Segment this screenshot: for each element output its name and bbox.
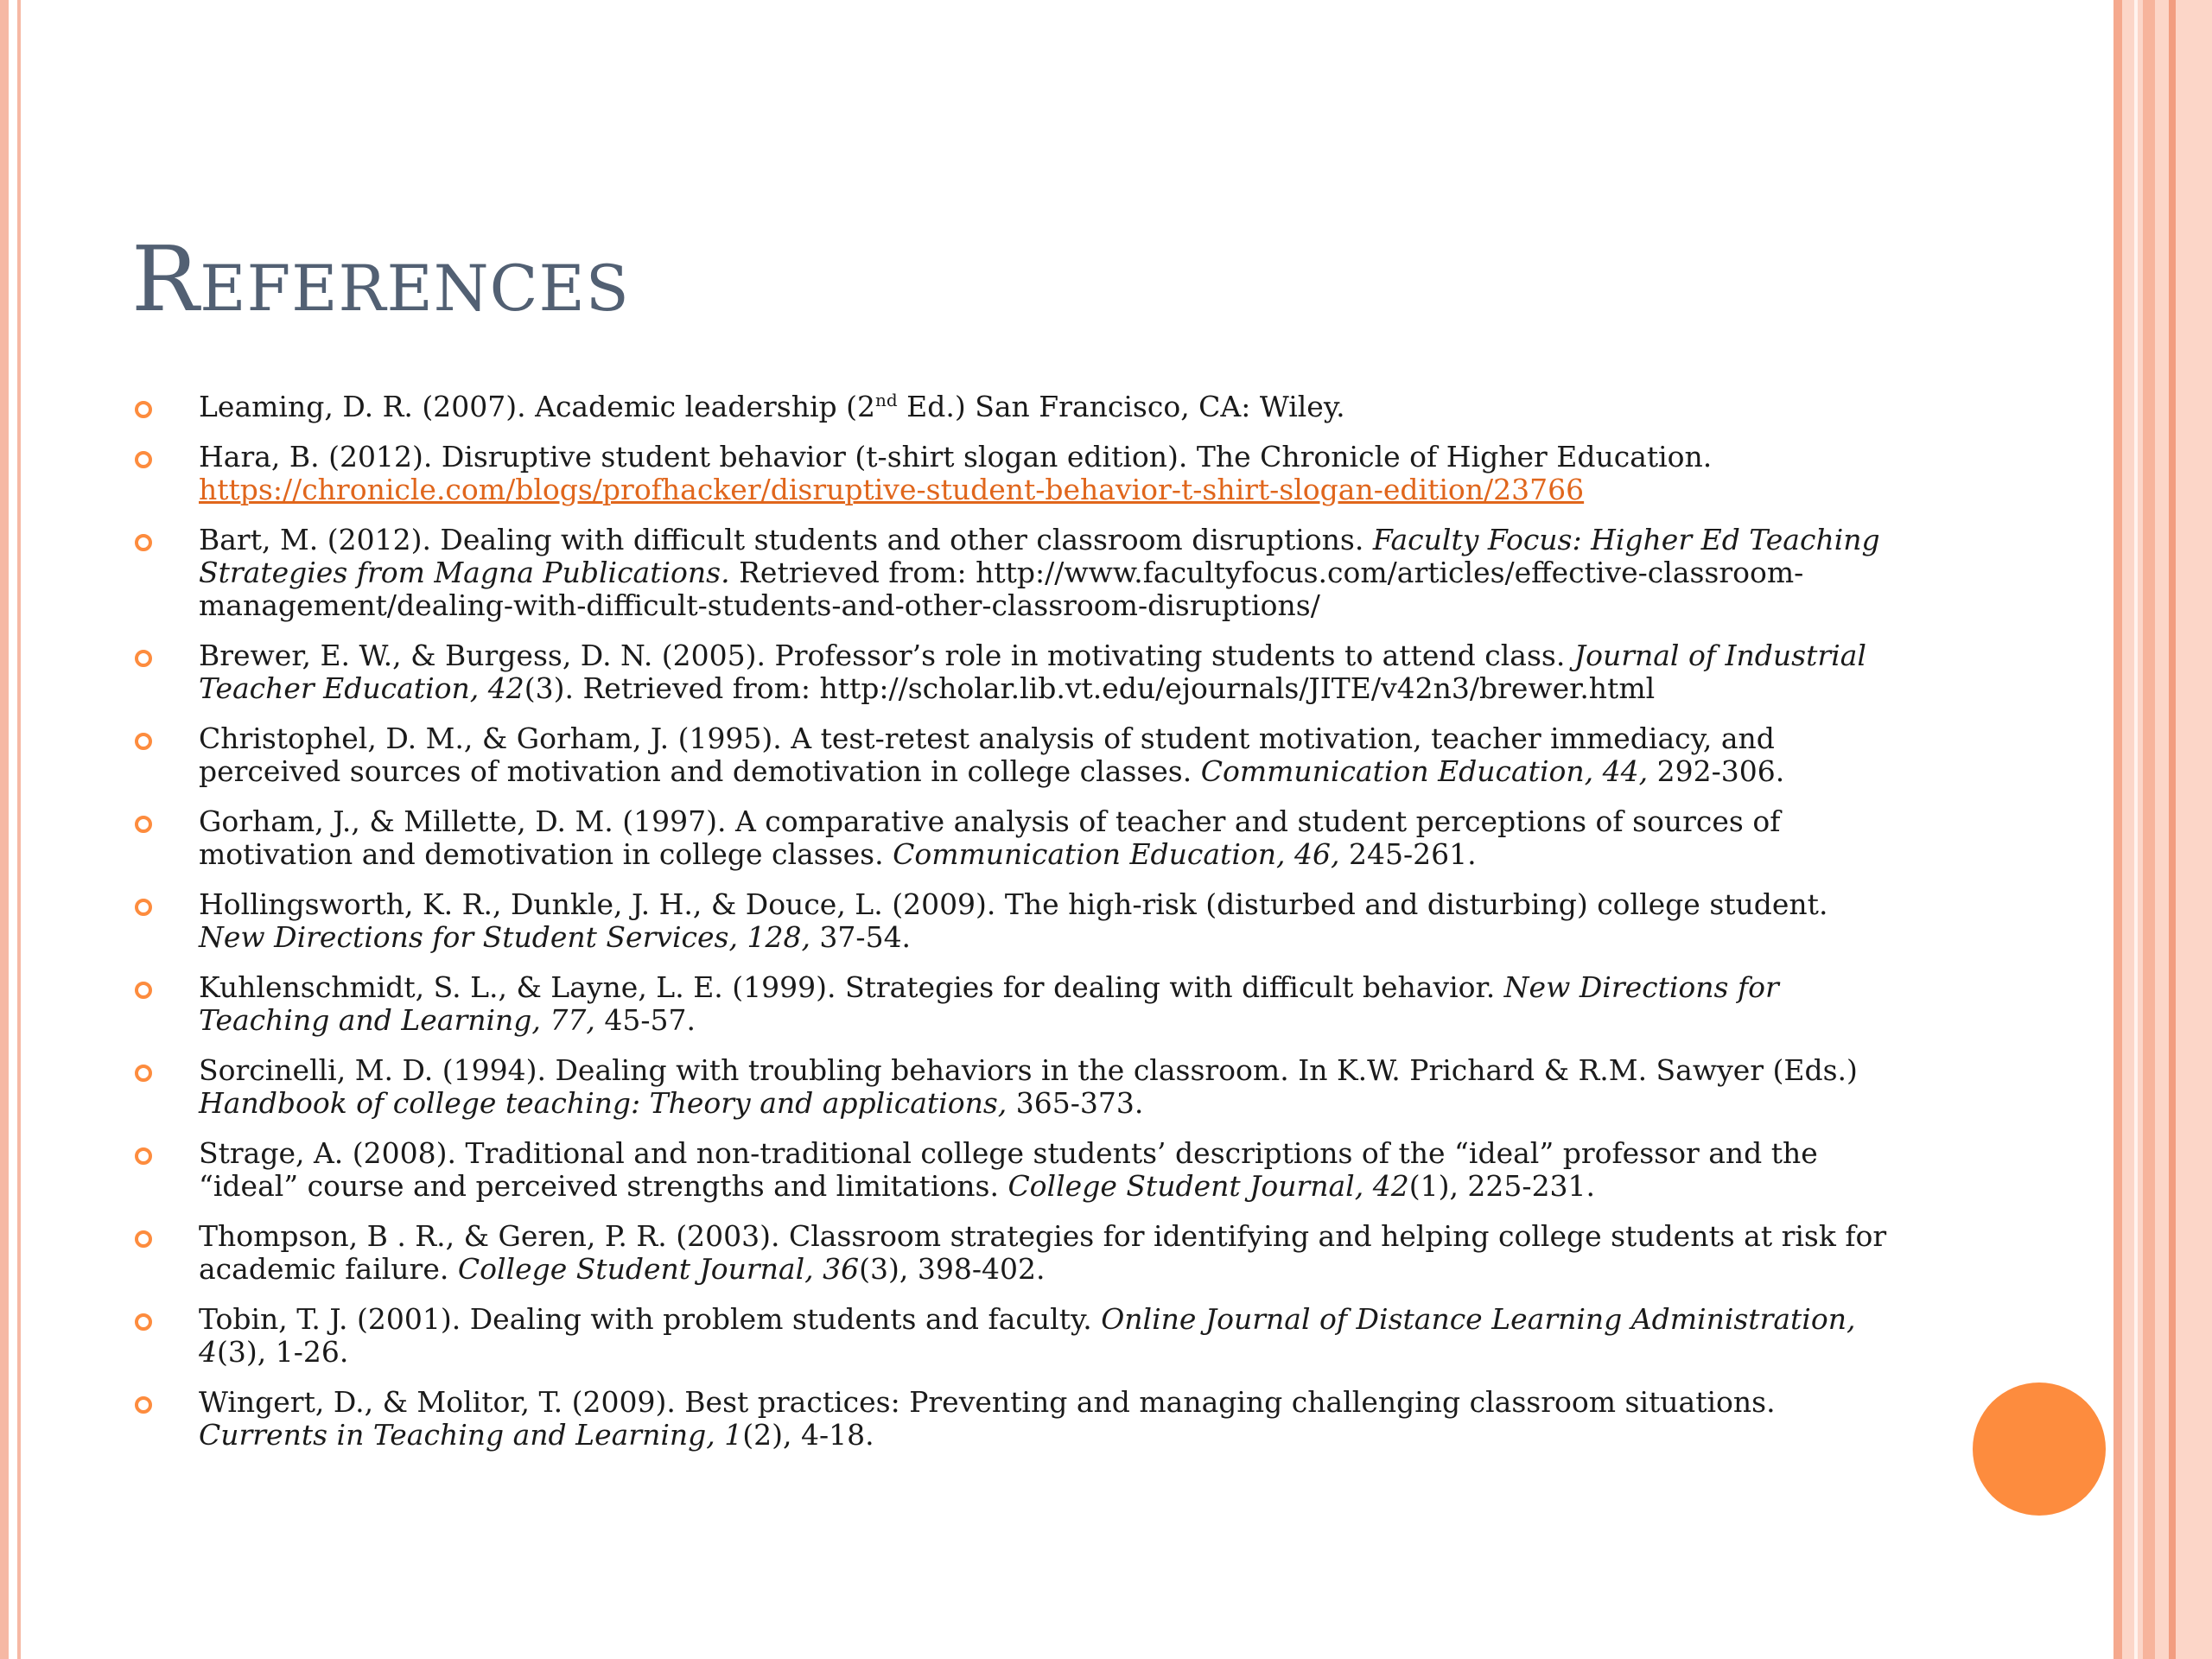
- reference-text: (3), 1-26.: [217, 1335, 349, 1369]
- reference-text: 45-57.: [594, 1003, 696, 1037]
- reference-text: Thompson, B . R., & Geren, P. R. (2003). Classroom strategies for identifying and helping college students at risk for academic failure.: [199, 1219, 1887, 1286]
- reference-source: College Student Journal, 36: [457, 1252, 860, 1286]
- right-border-line: [2143, 0, 2155, 1659]
- reference-text: Brewer, E. W., & Burgess, D. N. (2005). Professor’s role in motivating students to attend class.: [199, 639, 1574, 672]
- reference-text: Hollingsworth, K. R., Dunkle, J. H., & Douce, L. (2009). The high-risk (disturbed and disturbing) college student.: [199, 887, 1828, 921]
- reference-source: New Directions for Teaching and Learning, 77,: [199, 970, 1779, 1037]
- reference-list: [130, 391, 1901, 1469]
- bullet-icon: [135, 982, 152, 999]
- right-border-strip: [2113, 0, 2212, 1659]
- reference-item: [130, 805, 1901, 871]
- reference-item: [130, 1386, 1901, 1452]
- bullet-icon: [135, 650, 152, 667]
- reference-source: Communication Education, 44,: [1200, 754, 1649, 788]
- reference-text: (2), 4-18.: [742, 1418, 874, 1452]
- right-border-line: [2169, 0, 2176, 1659]
- reference-source: Handbook of college teaching: Theory and applications,: [199, 1086, 1007, 1120]
- reference-item: [130, 441, 1901, 506]
- reference-source: Communication Education, 46,: [893, 837, 1340, 871]
- bullet-icon: [135, 1065, 152, 1082]
- decorative-circle: [1973, 1382, 2106, 1516]
- reference-text: Sorcinelli, M. D. (1994). Dealing with troubling behaviors in the classroom. In K.W. Prichard & R.M. Sawyer (Eds.): [199, 1053, 1858, 1087]
- reference-item: [130, 1137, 1901, 1203]
- reference-item: [130, 524, 1901, 622]
- reference-text: 245-261.: [1339, 837, 1477, 871]
- reference-source: New Directions for Student Services, 128,: [199, 920, 810, 954]
- bullet-icon: [135, 1313, 152, 1331]
- left-border-bar: [0, 0, 9, 1659]
- reference-item: [130, 639, 1901, 705]
- reference-item: [130, 971, 1901, 1037]
- reference-source: Currents in Teaching and Learning, 1: [199, 1418, 743, 1452]
- bullet-icon: [135, 534, 152, 551]
- reference-source: Journal of Industrial Teacher Education, 42: [199, 639, 1866, 705]
- reference-text: Retrieved from: http://www.facultyfocus.com/articles/effective-classroom-management/dealing-with-difficult-students-and-other-classroom-disruptions/: [199, 556, 1804, 622]
- slide-title: References: [131, 226, 630, 332]
- reference-text: Leaming, D. R. (2007). Academic leadership (2: [199, 390, 875, 423]
- reference-text: 292-306.: [1648, 754, 1785, 788]
- reference-text: Gorham, J., & Millette, D. M. (1997). A comparative analysis of teacher and student perceptions of sources of motivation and demotivation in college classes.: [199, 804, 1781, 871]
- bullet-icon: [135, 816, 152, 833]
- bullet-icon: [135, 1396, 152, 1414]
- reference-text: (1), 225-231.: [1408, 1169, 1596, 1203]
- bullet-icon: [135, 1147, 152, 1165]
- reference-item: [130, 722, 1901, 788]
- reference-text: Christophel, D. M., & Gorham, J. (1995). A test-retest analysis of student motivation, teacher immediacy, and perceived sources of motivation and demotivation in college classes.: [199, 721, 1775, 788]
- reference-source: College Student Journal, 42: [1007, 1169, 1409, 1203]
- bullet-icon: [135, 401, 152, 418]
- reference-text: Tobin, T. J. (2001). Dealing with problem students and faculty.: [199, 1302, 1102, 1336]
- bullet-icon: [135, 899, 152, 916]
- reference-link[interactable]: https://chronicle.com/blogs/profhacker/disruptive-student-behavior-t-shirt-slogan-edition/23766: [199, 473, 1585, 506]
- right-border-line: [2134, 0, 2138, 1659]
- reference-text: (3), 398-402.: [859, 1252, 1046, 1286]
- reference-source: Online Journal of Distance Learning Administration, 4: [199, 1302, 1856, 1369]
- bullet-icon: [135, 733, 152, 750]
- right-border-line: [2113, 0, 2122, 1659]
- reference-item: [130, 888, 1901, 954]
- reference-item: [130, 1303, 1901, 1369]
- reference-item: [130, 1054, 1901, 1120]
- reference-superscript: nd: [875, 390, 898, 410]
- reference-text: Wingert, D., & Molitor, T. (2009). Best practices: Preventing and managing challenging classroom situations.: [199, 1385, 1776, 1419]
- reference-text: Hara, B. (2012). Disruptive student behavior (t-shirt slogan edition). The Chronicle of Higher Education.: [199, 440, 1713, 474]
- reference-text: Strage, A. (2008). Traditional and non-traditional college students’ descriptions of the “ideal” professor and the “ideal” course and perceived strengths and limitations.: [199, 1136, 1818, 1203]
- reference-source: Faculty Focus: Higher Ed Teaching Strategies from Magna Publications.: [199, 523, 1880, 589]
- bullet-icon: [135, 451, 152, 468]
- reference-text: Bart, M. (2012). Dealing with difficult students and other classroom disruptions.: [199, 523, 1373, 556]
- reference-text: (3). Retrieved from: http://scholar.lib.vt.edu/ejournals/JITE/v42n3/brewer.html: [524, 671, 1656, 705]
- bullet-icon: [135, 1230, 152, 1248]
- reference-text: 37-54.: [810, 920, 912, 954]
- reference-item: [130, 391, 1901, 423]
- left-border-line: [17, 0, 21, 1659]
- reference-text: Kuhlenschmidt, S. L., & Layne, L. E. (1999). Strategies for dealing with difficult behavior.: [199, 970, 1504, 1004]
- reference-text: Ed.) San Francisco, CA: Wiley.: [897, 390, 1345, 423]
- reference-text: 365-373.: [1007, 1086, 1144, 1120]
- reference-item: [130, 1220, 1901, 1286]
